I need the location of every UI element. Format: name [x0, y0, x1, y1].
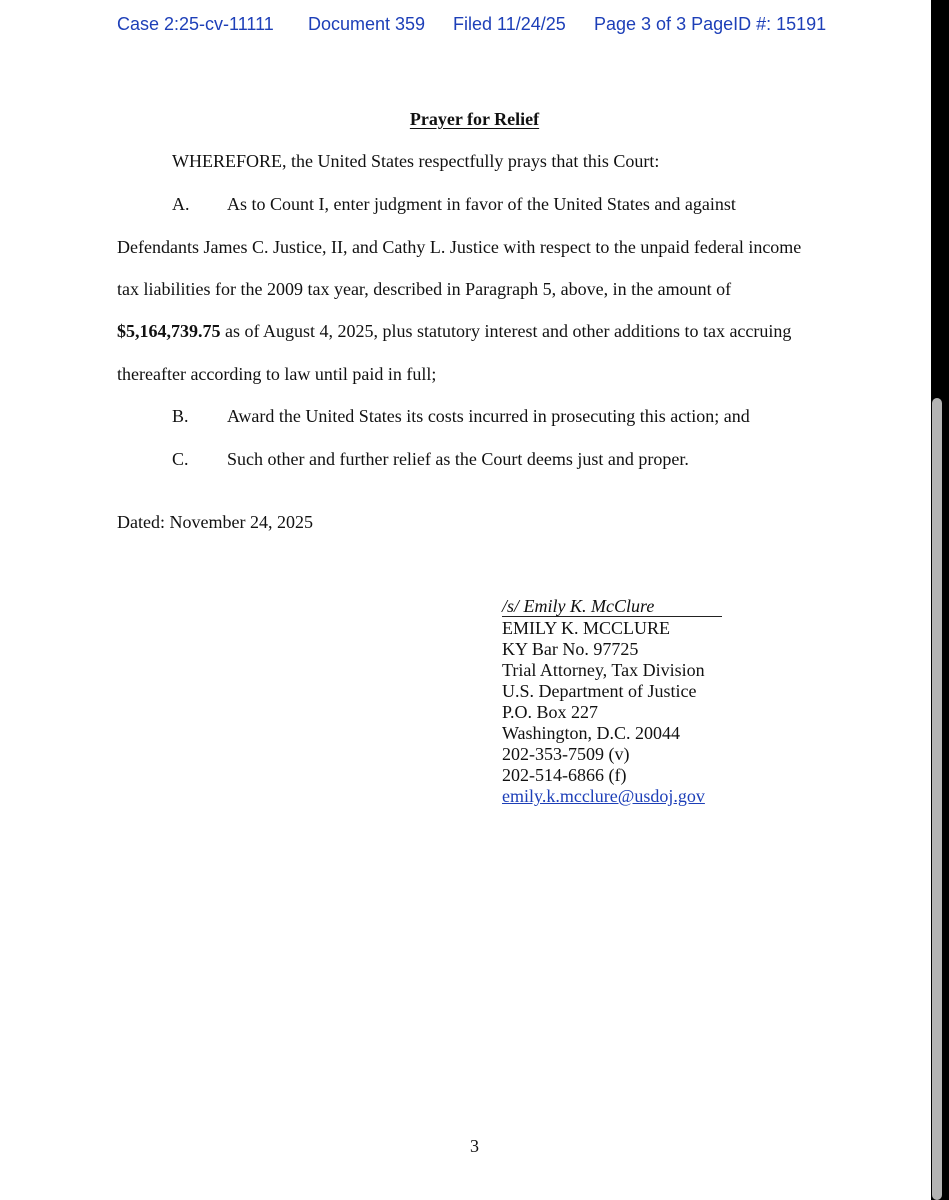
attorney-role: Trial Attorney, Tax Division [502, 660, 705, 680]
item-a-letter: A. [172, 194, 190, 214]
case-number: Case 2:25-cv-11111 [117, 14, 274, 34]
signature-block [502, 596, 722, 807]
page-info: Page 3 of 3 PageID #: 15191 [594, 14, 827, 34]
bar-number: KY Bar No. 97725 [502, 639, 639, 659]
item-a-line-1: As to Count I, enter judgment in favor of the United States and against [227, 194, 736, 214]
document-number: Document 359 [308, 14, 426, 34]
ecf-header [0, 14, 949, 40]
item-a-line-4 [117, 320, 791, 342]
item-c-text: Such other and further relief as the Court deems just and proper. [227, 449, 689, 469]
attorney-name: EMILY K. MCCLURE [502, 618, 671, 638]
item-b-text: Award the United States its costs incurred in prosecuting this action; and [227, 406, 750, 426]
page-number: 3 [470, 1136, 479, 1156]
fax: 202-514-6866 (f) [502, 765, 627, 785]
dated-line: Dated: November 24, 2025 [117, 512, 313, 532]
po-box: P.O. Box 227 [502, 702, 599, 722]
item-b-letter: B. [172, 406, 189, 426]
city: Washington, D.C. 20044 [502, 723, 681, 743]
item-a-line-2: Defendants James C. Justice, II, and Cathy L. Justice with respect to the unpaid federal income [117, 237, 802, 257]
filed-date: Filed 11/24/25 [453, 14, 566, 34]
judgment-amount: $5,164,739.75 [117, 321, 221, 341]
section-title: Prayer for Relief [409, 109, 540, 129]
signature-line: /s/ Emily K. McClure [502, 596, 722, 617]
item-a-line-4-rest: as of August 4, 2025, plus statutory interest and other additions to tax accruing [220, 321, 792, 341]
scrollbar-thumb[interactable] [932, 398, 942, 1200]
phone: 202-353-7509 (v) [502, 744, 630, 764]
email-link[interactable]: emily.k.mcclure@usdoj.gov [502, 786, 705, 806]
department: U.S. Department of Justice [502, 681, 697, 701]
item-c-letter: C. [172, 449, 189, 469]
intro-paragraph: WHEREFORE, the United States respectfully prays that this Court: [172, 151, 660, 171]
item-a-line-5: thereafter according to law until paid in full; [117, 364, 437, 384]
item-a-line-3: tax liabilities for the 2009 tax year, described in Paragraph 5, above, in the amount of [117, 279, 732, 299]
